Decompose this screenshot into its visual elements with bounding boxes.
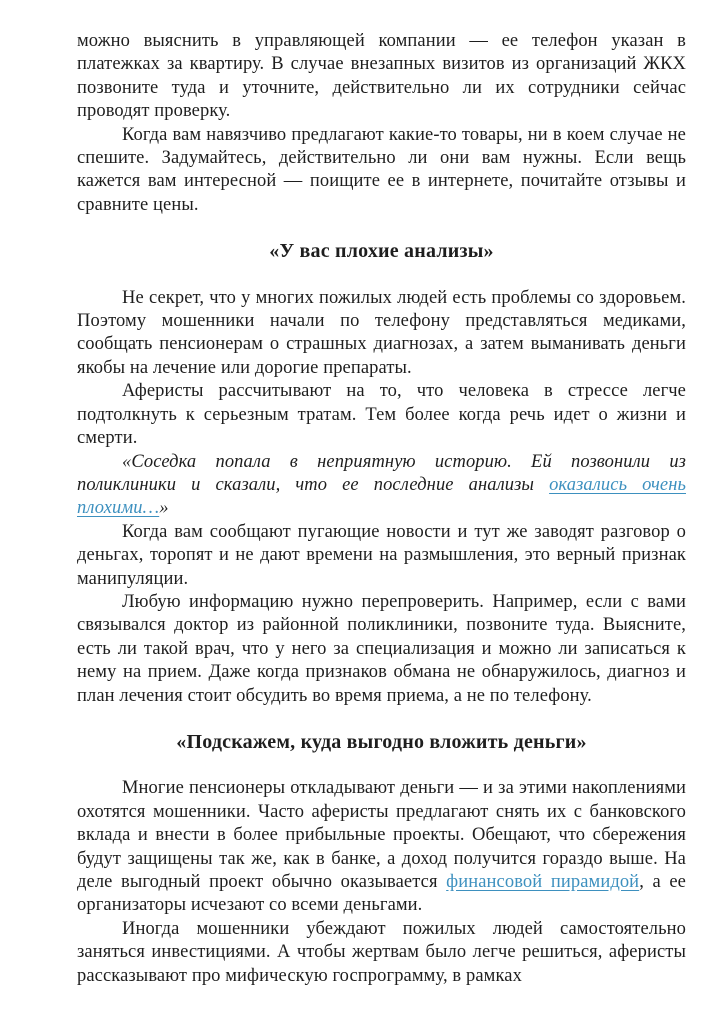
- document-content: [77, 30, 686, 988]
- text-run: Когда вам навязчиво предлагают какие-то товары, ни в коем случае не спешите. Задумайтесь, действительно ли они вам нужны. Если вещь кажется вам интересной — поищите ее в интернете, почитайте отзывы и сравните цены.: [77, 124, 686, 215]
- text-run: »: [159, 498, 169, 519]
- paragraph: [77, 918, 686, 988]
- text-run: Аферисты рассчитывают на то, что человека в стрессе легче подтолкнуть к серьезным тратам. Тем более когда речь идет о жизни и смерти.: [77, 381, 686, 449]
- text-run: , а ее организаторы исчезают со всеми деньгами.: [77, 872, 686, 916]
- text-run: можно выяснить в управляющей компании — ее телефон указан в платежках за квартиру. В случае внезапных визитов из организаций ЖКХ позвоните туда и уточните, действительно ли их сотрудники сейчас проводят проверку.: [77, 31, 686, 122]
- text-run: Не секрет, что у многих пожилых людей есть проблемы со здоровьем. Поэтому мошенники начали по телефону представляться медиками, сообщать пенсионерам о страшных диагнозах, а затем выманивать деньги якобы на лечение или дорогие препараты.: [77, 287, 686, 378]
- paragraph: [77, 124, 686, 218]
- text-run: «Соседка попала в неприятную историю. Ей позвонили из поликлиники и сказали, что ее последние анализы: [77, 451, 686, 495]
- paragraph: [77, 591, 686, 708]
- paragraph: [77, 30, 686, 124]
- section-heading: «Подскажем, куда выгодно вложить деньги»: [176, 730, 587, 753]
- text-run: Многие пенсионеры откладывают деньги — и за этими накоплениями охотятся мошенники. Часто аферисты предлагают снять их с банковского вклада и внести в более прибыльные проекты. Обещают, что сбережения будут защищены так же, как в банке, а доход получится гораздо выше. На деле выгодный проект обычно оказывается: [77, 778, 686, 892]
- text-run: Иногда мошенники убеждают пожилых людей самостоятельно заняться инвестициями. А чтобы жертвам было легче решиться, аферисты рассказывают про мифическую госпрограмму, в рамках: [77, 918, 686, 986]
- text-run: Когда вам сообщают пугающие новости и тут же заводят разговор о деньгах, торопят и не дают времени на размышления, это верный признак манипуляции.: [77, 521, 686, 589]
- inline-link[interactable]: финансовой пирамидой: [446, 872, 640, 892]
- paragraph: [77, 287, 686, 381]
- paragraph: [77, 777, 686, 917]
- paragraph: [77, 380, 686, 450]
- paragraph: [77, 521, 686, 591]
- text-run: Любую информацию нужно перепроверить. Например, если с вами связывался доктор из районной поликлиники, позвоните туда. Выясните, есть ли такой врач, что у него за специализация и можно ли записаться к нему на прием. Даже когда признаков обмана не обнаружилось, диагноз и план лечения стоит обсудить во время приема, а не по телефону.: [77, 591, 686, 706]
- paragraph: [77, 451, 686, 521]
- inline-link[interactable]: оказались очень плохими…: [77, 474, 686, 519]
- section-heading: «У вас плохие анализы»: [269, 240, 494, 263]
